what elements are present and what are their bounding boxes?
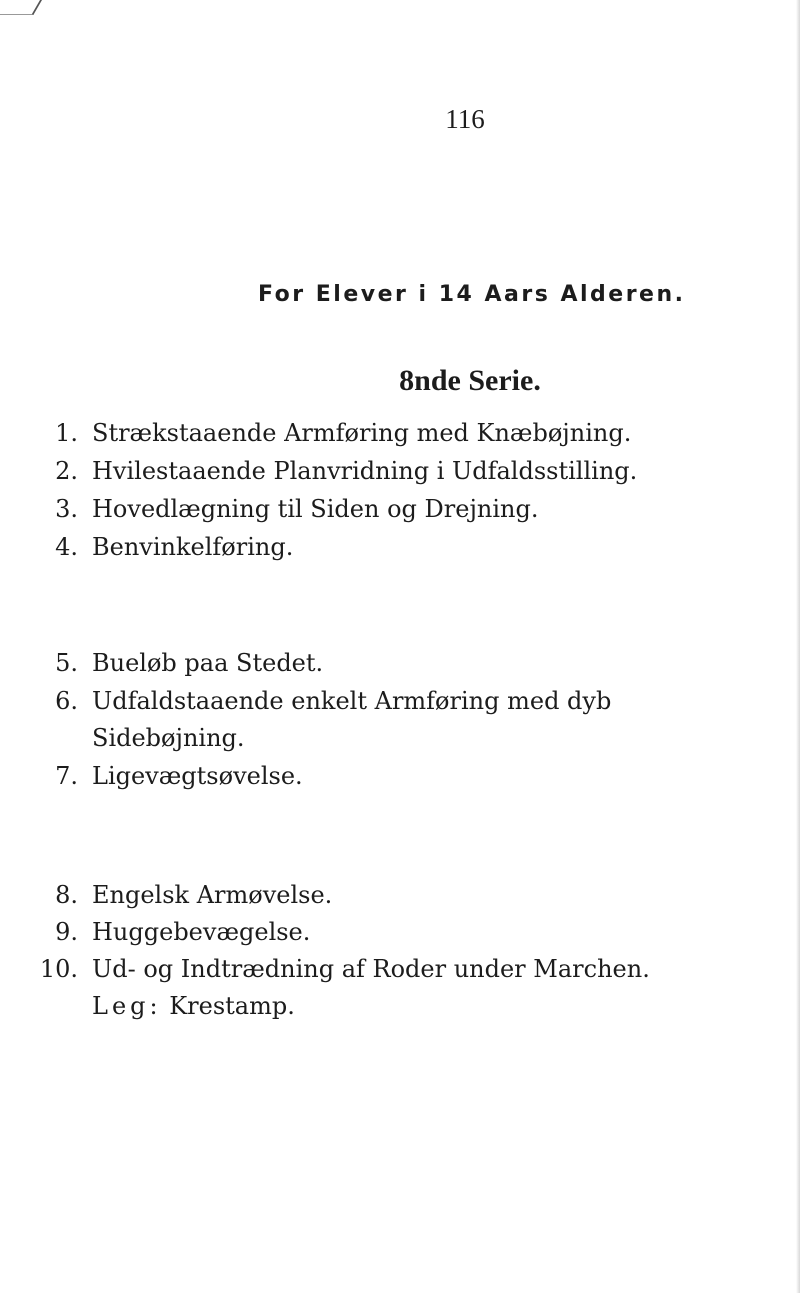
series-title: 8nde Serie. [399, 364, 541, 397]
item-text: Benvinkelføring. [92, 533, 294, 561]
scan-corner-mark [0, 0, 42, 15]
list-item [36, 532, 293, 562]
item-number: 7. [55, 762, 78, 790]
item-number: 4. [55, 533, 78, 561]
list-item [36, 494, 538, 524]
item-text: Engelsk Armøvelse. [92, 881, 333, 909]
list-item [36, 418, 631, 448]
section-heading: For Elever i 14 Aars Alderen. [258, 282, 686, 307]
item-number: 8. [55, 881, 78, 909]
leg-value: Krestamp. [169, 992, 295, 1020]
item-text: Udfaldstaaende enkelt Armføring med dyb [92, 687, 612, 715]
item-text: Huggebevægelse. [92, 918, 311, 946]
item-number: 3. [55, 495, 78, 523]
item-number: 6. [55, 687, 78, 715]
leg-label: Leg: [92, 992, 162, 1020]
item-text: Hovedlægning til Siden og Drejning. [92, 495, 539, 523]
item-number: 2. [55, 457, 78, 485]
list-item [36, 686, 611, 716]
list-item [36, 954, 650, 984]
item-text: Strækstaaende Armføring med Knæbøjning. [92, 419, 632, 447]
list-item [36, 917, 310, 947]
list-item [36, 648, 323, 678]
item-number: 10. [39, 955, 78, 983]
item-text: Ligevægtsøvelse. [92, 762, 303, 790]
item-text-continuation: Sidebøjning. [92, 724, 245, 752]
item-text: Hvilestaaende Planvridning i Udfaldsstilling. [92, 457, 638, 485]
item-number: 9. [55, 918, 78, 946]
list-item [36, 880, 332, 910]
leg-line [92, 991, 295, 1021]
item-number: 1. [55, 419, 78, 447]
list-item [36, 456, 637, 486]
item-text: Ud- og Indtrædning af Roder under Marchen. [92, 955, 650, 983]
item-number: 5. [55, 649, 78, 677]
item-text: Bueløb paa Stedet. [92, 649, 324, 677]
scan-edge-shadow [796, 0, 800, 1293]
page-number: 116 [445, 104, 485, 134]
list-item [36, 761, 303, 791]
